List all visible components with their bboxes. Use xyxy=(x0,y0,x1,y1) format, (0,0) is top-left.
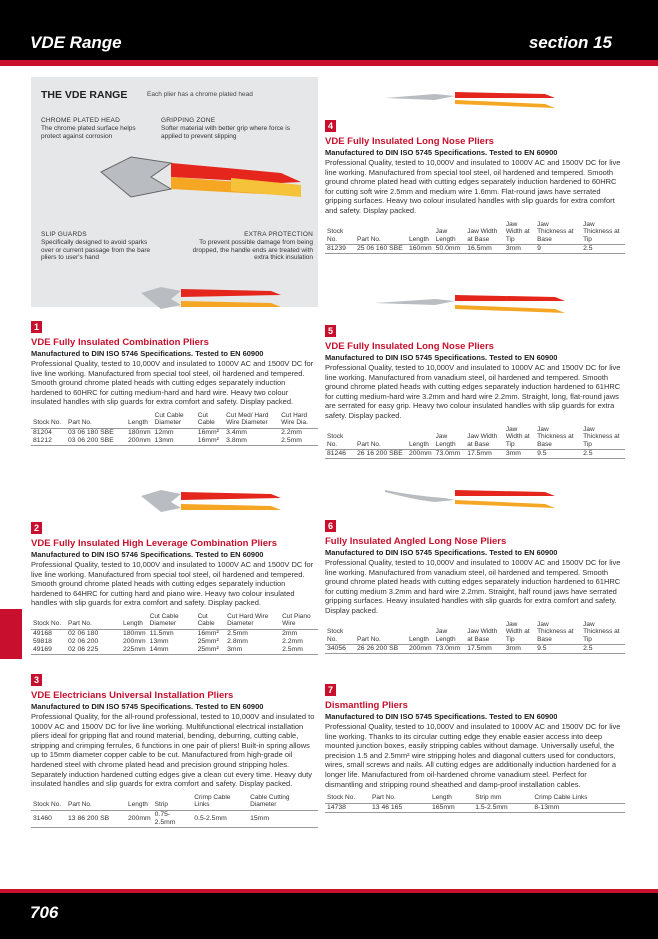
col-header: Part No. xyxy=(66,612,121,630)
cell: 200mm xyxy=(123,637,146,645)
col-header: Jaw Length xyxy=(434,620,466,645)
cell: 200mm xyxy=(126,810,153,827)
table-row xyxy=(325,645,625,654)
cell: 17.5mm xyxy=(465,645,504,654)
product-description: Professional Quality, tested to 10,000V and insulated to 1000V AC and 1500V DC for live line working. Thanks to its circular cutting edge they enable easier access into deep mounted junction boxes, easily stripping cables without damage. Universally useful, the precision 1.5 and 2.5mm² wire stripping holes and diagonal cutters used for conductors, wires, small screws and nails. All cutting edges are additionally induction hardened for a longer life. Manufactured from oil-hardened chrome vanadium steel. Perfect for dismantling and stripping round sheathed and damp-proof installation cables. xyxy=(325,722,621,789)
cell: 25 06 160 SBE xyxy=(355,245,407,254)
col-header: Jaw Width at Base xyxy=(465,220,504,245)
product-number-badge: 7 xyxy=(325,684,336,696)
cell: 14738 xyxy=(325,803,370,812)
cell: 200mm xyxy=(409,645,432,653)
cell: 165mm xyxy=(430,803,473,812)
cell: 50.0mm xyxy=(434,245,466,254)
col-header: Cut Cable xyxy=(196,411,224,429)
cell: 3mm xyxy=(504,450,535,459)
cell: 14mm xyxy=(148,646,196,655)
cell: 3mm xyxy=(504,245,535,254)
cell: 73.0mm xyxy=(434,450,466,459)
cell: 34056 xyxy=(325,645,355,654)
high-leverage-pliers-image xyxy=(31,480,318,518)
col-header: Jaw Width at Tip xyxy=(504,220,535,245)
cell: 02 06 200 xyxy=(68,637,99,645)
product-4 xyxy=(325,80,625,254)
col-header: Jaw Thickness at Base xyxy=(535,220,581,245)
product-title: Dismantling Pliers xyxy=(325,700,408,711)
infobox-title: THE VDE RANGE xyxy=(41,89,128,101)
col-header: Jaw Width at Base xyxy=(465,620,504,645)
vde-range-infobox xyxy=(31,77,318,307)
cell: 2.8mm xyxy=(227,637,248,645)
col-header: Jaw Thickness at Base xyxy=(535,620,581,645)
label-text: The chrome plated surface helps protect against corrosion xyxy=(41,124,136,140)
product-spec: Manufactured to DIN ISO 5746 Specifications. Tested to EN 60900 xyxy=(31,349,264,358)
product-number-badge: 1 xyxy=(31,321,42,333)
cell: 26 26 200 SB xyxy=(355,645,407,654)
cell: 02 06 225 xyxy=(66,646,121,655)
product-5 xyxy=(325,285,625,459)
cell: 73.0mm xyxy=(434,645,466,654)
cell: 16mm² xyxy=(197,629,219,637)
col-header: Cut Cable Diameter xyxy=(148,612,196,630)
product-title: VDE Electricians Universal Installation Pliers xyxy=(31,690,234,701)
product-6 xyxy=(325,480,625,654)
col-header: Jaw Width at Tip xyxy=(504,425,535,450)
col-header: Part No. xyxy=(370,793,430,803)
cell: 17.5mm xyxy=(465,450,504,459)
cell: 03 06 200 SBE xyxy=(66,437,126,446)
col-header: Strip mm xyxy=(473,793,532,803)
cell: 03 06 180 SBE xyxy=(68,428,114,436)
col-header: Cut Cable Diameter xyxy=(153,411,196,429)
cell: 13 46 165 xyxy=(370,803,430,812)
cell: 16mm² xyxy=(196,437,224,446)
product-title: VDE Fully Insulated Combination Pliers xyxy=(31,337,209,348)
col-header: Jaw Thickness at Base xyxy=(535,425,581,450)
cell: 26 16 200 SBE xyxy=(355,450,407,459)
col-header: Length xyxy=(126,411,153,429)
col-header: Jaw Thickness at Tip xyxy=(581,620,625,645)
cell: 81212 xyxy=(31,437,66,446)
col-header: Stock No. xyxy=(325,425,355,450)
combination-pliers-diagram xyxy=(31,77,318,307)
label-head: EXTRA PROTECTION xyxy=(244,231,313,238)
cell: 13mm xyxy=(153,437,196,446)
cell: 0.75-2.5mm xyxy=(153,810,193,827)
table-row xyxy=(325,450,625,459)
cell: 180mm xyxy=(128,428,151,436)
section-tab xyxy=(0,609,22,659)
product-number-badge: 2 xyxy=(31,522,42,534)
product-number-badge: 4 xyxy=(325,120,336,132)
cell: 59818 xyxy=(33,637,52,645)
product-table xyxy=(325,793,625,813)
cell: 13mm xyxy=(149,637,169,645)
cell: 2.2mm xyxy=(281,428,302,436)
col-header: Cut Piano Wire xyxy=(280,612,318,630)
table-row xyxy=(31,638,318,646)
product-spec: Manufactured to DIN ISO 5745 Specifications. Tested to EN 60900 xyxy=(325,353,558,362)
label-head: GRIPPING ZONE xyxy=(161,117,216,124)
product-title: VDE Fully Insulated High Leverage Combination Pliers xyxy=(31,538,277,549)
cell: 225mm xyxy=(123,645,146,653)
label-text: Softer material with better grip where force is applied to prevent slipping xyxy=(161,124,290,140)
col-header: Stock No. xyxy=(325,220,355,245)
cell: 2mm xyxy=(282,629,298,637)
cell: 2.5mm xyxy=(227,629,248,637)
cell: 3.4mm xyxy=(226,428,247,436)
col-header: Cut Hard Wire Dia. xyxy=(279,411,318,429)
col-header: Length xyxy=(407,220,434,245)
product-title: Fully Insulated Angled Long Nose Pliers xyxy=(325,536,507,547)
col-header: Strip xyxy=(153,793,193,811)
cell: 15mm xyxy=(248,810,318,827)
col-header: Stock No. xyxy=(31,612,66,630)
product-description: Professional Quality, tested to 10,000V and insulated to 1000V AC and 1500V DC for live line working. Manufactured from special tool steel, oil hardened and tempered. Smooth ground chrome plated heads with cutting edges separately induction hardened to 64HRC for cutting hard and piano wire. Heavy two colour insulated handles with slip guards for extra comfort and safety. Display packed. xyxy=(31,560,314,608)
page-number: 706 xyxy=(30,903,59,922)
label-text: To prevent possible damage from being dropped, the handle ends are treated with extra thick insulation xyxy=(192,238,313,262)
infobox-note: Each plier has a chrome plated head xyxy=(147,91,253,98)
table-row xyxy=(31,428,318,437)
col-header: Jaw Thickness at Tip xyxy=(581,425,625,450)
product-spec: Manufactured to DIN ISO 5745 Specifications. Tested to EN 60900 xyxy=(325,548,558,557)
cell: 13 86 200 SB xyxy=(66,810,126,827)
cell: 16mm² xyxy=(197,428,219,436)
cell: 180mm xyxy=(123,629,146,637)
section-label: section 15 xyxy=(528,33,612,52)
label-text: Specifically designed to avoid sparks over or current passage from the bare pliers to user's hand xyxy=(41,238,151,262)
product-number-badge: 6 xyxy=(325,520,336,532)
table-row xyxy=(325,803,625,812)
range-title: VDE Range xyxy=(30,33,122,52)
col-header: Part No. xyxy=(355,220,407,245)
cell: 3mm xyxy=(225,646,280,655)
product-table xyxy=(31,411,318,446)
product-table xyxy=(325,620,625,655)
product-2 xyxy=(31,480,318,655)
long-nose-pliers-image xyxy=(325,285,625,321)
product-description: Professional Quality, tested to 10,000V and insulated to 1000V AC and 1500V DC for live line working. Manufactured from vanadium steel, oil hardened and tempered. Smooth ground chrome plated heads with cutting edges separately induction hardened to 61HRC for cutting medium 3.2mm and hard wire 2.2mm. Straight, half round jaws have serrated gripping surfaces. Heavy insulated handles with slip guards for extra comfort and safety. Display packed. xyxy=(325,558,621,615)
col-header: Cable Cutting Diameter xyxy=(248,793,318,811)
col-header: Part No. xyxy=(355,620,407,645)
col-header: Cut Hard Wire Diameter xyxy=(225,612,280,630)
col-header: Jaw Length xyxy=(434,425,466,450)
col-header: Length xyxy=(407,425,434,450)
cell: 8-13mm xyxy=(532,803,625,812)
page-header xyxy=(0,0,658,66)
product-table xyxy=(31,793,318,828)
cell: 2.5mm xyxy=(279,437,318,446)
cell: 2.5mm xyxy=(280,646,318,655)
col-header: Length xyxy=(126,793,153,811)
col-header: Jaw Length xyxy=(434,220,466,245)
table-row xyxy=(31,437,318,446)
col-header: Jaw Width at Tip xyxy=(504,620,535,645)
col-header: Cut Med/ Hard Wire Diameter xyxy=(224,411,279,429)
product-spec: Manufactured to DIN ISO 5745 Specifications. Tested to EN 60900 xyxy=(31,702,264,711)
col-header: Jaw Thickness at Tip xyxy=(581,220,625,245)
col-header: Part No. xyxy=(66,411,126,429)
combination-pliers-image xyxy=(31,277,318,317)
cell: 31460 xyxy=(31,810,66,827)
product-7 xyxy=(325,680,625,813)
col-header: Stock No. xyxy=(31,411,66,429)
col-header: Stock No. xyxy=(325,793,370,803)
col-header: Jaw Width at Base xyxy=(465,425,504,450)
table-row xyxy=(31,646,318,655)
cell: 160mm xyxy=(409,245,432,253)
table-row xyxy=(325,245,625,254)
product-3 xyxy=(31,670,318,828)
col-header: Length xyxy=(121,612,148,630)
cell: 2.5 xyxy=(581,645,625,654)
cell: 12mm xyxy=(154,428,174,436)
product-spec: Manufactured to DIN ISO 5746 Specifications. Tested to EN 60900 xyxy=(31,550,264,559)
col-header: Crimp Cable Links xyxy=(192,793,248,811)
product-description: Professional Quality, tested to 10,000V and insulated to 1000V AC and 1500V DC for live line working. Manufactured from special tool steel, oil hardened and tempered. Smooth ground chrome plated head with cutting edges separately induction hardened to 60HRC for cutting soft wire 2.5mm and medium wire 1.6mm. Flat-round jaws have serrated gripping surfaces. Heavy two colour insulated handles with slip guards for extra comfort and safety. Display packed. xyxy=(325,158,621,215)
page-footer xyxy=(0,889,658,939)
cell: 3mm xyxy=(504,645,535,654)
cell: 49168 xyxy=(33,629,52,637)
label-head: CHROME PLATED HEAD xyxy=(41,117,120,124)
product-1 xyxy=(31,277,318,446)
cell: 2.5 xyxy=(581,450,625,459)
col-header: Stock No. xyxy=(31,793,66,811)
cell: 81239 xyxy=(325,245,355,254)
product-table xyxy=(325,425,625,460)
product-spec: Manufactured to DIN ISO 5745 Specifications. Tested to EN 60900 xyxy=(325,712,558,721)
long-nose-pliers-image xyxy=(325,80,625,116)
col-header: Cut Cable xyxy=(196,612,226,630)
table-row xyxy=(31,629,318,638)
cell: 25mm² xyxy=(197,637,219,645)
cell: 3.8mm xyxy=(224,437,279,446)
cell: 9.5 xyxy=(535,450,581,459)
col-header: Length xyxy=(407,620,434,645)
cell: 2.5 xyxy=(581,245,625,254)
table-row xyxy=(31,810,318,827)
product-description: Professional Quality, for the all-round professional, tested to 10,000V and insulated to 1000V AC and 1500V DC for live line working. Multifunctional electrical installation pliers ideal for gripping flat and round material, bending, deburring, cutting cable, stripping and crimping ferrules, 6 functions in one pair of pliers! Built-in spring allows up to 15mm diameter copper cable to be cut. Manufactured from high-grade oil hardened steel with chrome plated head and precision ground stripping holes. Separately induction hardened cutting edges give a clean cut every time. Heavy duty insulated handles and slip guards for extra comfort and safety. Display packed. xyxy=(31,712,315,789)
col-header: Stock No. xyxy=(325,620,355,645)
cell: 11.5mm xyxy=(149,629,174,637)
product-title: VDE Fully Insulated Long Nose Pliers xyxy=(325,341,494,352)
product-spec: Manufactured to DIN ISO 5745 Specifications. Tested to EN 60900 xyxy=(325,148,558,157)
col-header: Crimp Cable Links xyxy=(532,793,625,803)
cell: 0.5-2.5mm xyxy=(192,810,248,827)
product-number-badge: 5 xyxy=(325,325,336,337)
product-table xyxy=(325,220,625,255)
label-head: SLIP GUARDS xyxy=(41,231,87,238)
product-table xyxy=(31,612,318,655)
cell: 25mm² xyxy=(196,646,226,655)
cell: 9.5 xyxy=(535,645,581,654)
cell: 2.2mm xyxy=(282,637,303,645)
col-header: Part No. xyxy=(355,425,407,450)
col-header: Length xyxy=(430,793,473,803)
cell: 02 06 180 xyxy=(68,629,99,637)
cell: 1.5-2.5mm xyxy=(473,803,532,812)
product-description: Professional Quality, tested to 10,000V and insulated to 1000V AC and 1500V DC for live line working. Manufactured from special tool steel, oil hardened and tempered. Smooth ground chrome plated heads with cutting edges separately induction hardened to 60HRC for cutting medium-hard and hard wire. Heavy two colour insulated handles with slip guards for extra comfort and safety. Display packed. xyxy=(31,359,314,407)
product-description: Professional Quality, tested to 10,000V and insulated to 1000V AC and 1500V DC for live line working. Manufactured from vanadium steel, oil hardened and tempered. Smooth ground chrome plated heads with cutting edges separately induction hardened to 61HRC for cutting medium-hard wire 3.2mm and hard wire 2.2mm. Straight, long, flat-round jaws are serrated for easy grip. Heavy two colour insulated handles with slip guards for extra safety. Display packed. xyxy=(325,363,621,420)
product-number-badge: 3 xyxy=(31,674,42,686)
cell: 200mm xyxy=(409,450,432,458)
cell: 49169 xyxy=(31,646,66,655)
cell: 200mm xyxy=(128,436,151,444)
angled-long-nose-pliers-image xyxy=(325,480,625,516)
cell: 81246 xyxy=(325,450,355,459)
cell: 16.5mm xyxy=(465,245,504,254)
col-header: Part No. xyxy=(66,793,126,811)
cell: 81204 xyxy=(33,428,52,436)
cell: 9 xyxy=(535,245,581,254)
product-title: VDE Fully Insulated Long Nose Pliers xyxy=(325,136,494,147)
